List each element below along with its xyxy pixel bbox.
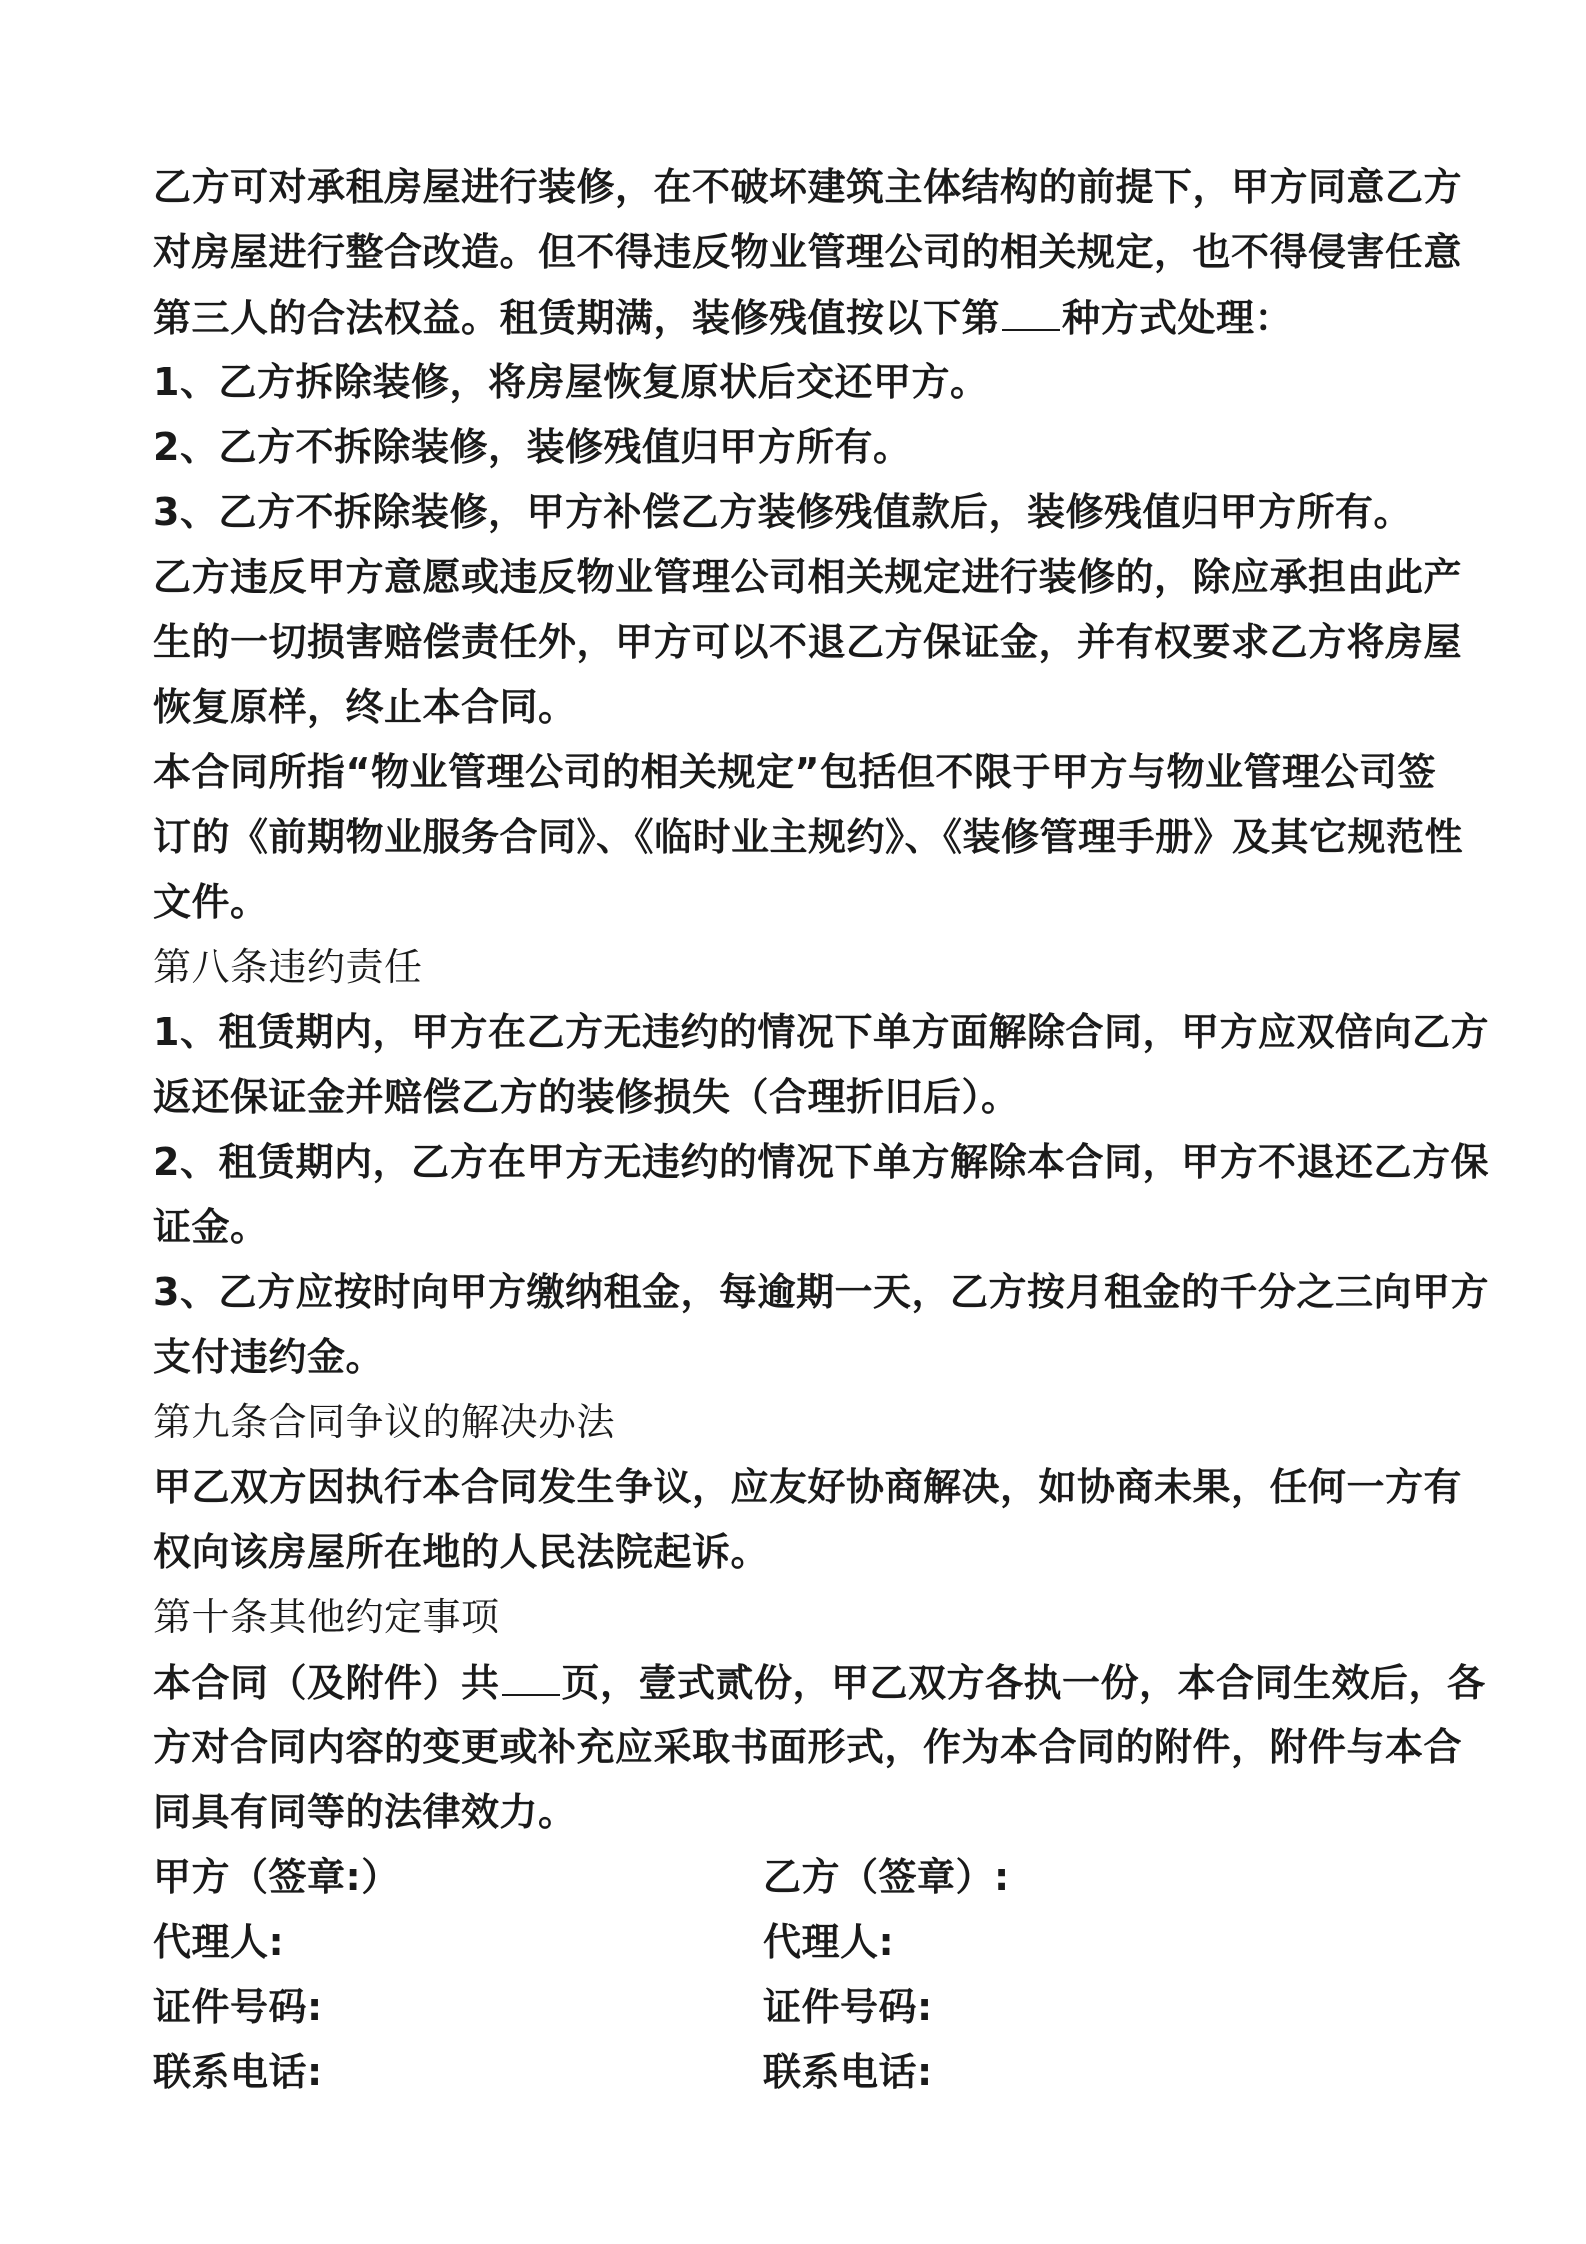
- article-10-text-3: 同具有同等的法律效力。: [153, 1790, 577, 1834]
- violation-line-1: 乙方违反甲方意愿或违反物业管理公司相关规定进行装修的，除应承担由此产: [153, 555, 1463, 599]
- article-8-title: 第八条违约责任: [153, 945, 423, 989]
- article-8-item-3b: 支付违约金。: [153, 1335, 385, 1379]
- rules-line-2: 订的《前期物业服务合同》、《临时业主规约》、《装修管理手册》及其它规范性: [153, 815, 1464, 859]
- party-b-id-number[interactable]: 证件号码:: [763, 1985, 933, 2029]
- violation-line-3: 恢复原样，终止本合同。: [153, 685, 577, 729]
- party-a-seal[interactable]: 甲方（签章:）: [153, 1855, 400, 1899]
- renovation-option-1: 1、乙方拆除装修，将房屋恢复原状后交还甲方。: [153, 360, 989, 404]
- article-10-title: 第十条其他约定事项: [153, 1595, 500, 1639]
- article-9-title: 第九条合同争议的解决办法: [153, 1400, 616, 1444]
- article-10-text-2: 方对合同内容的变更或补充应采取书面形式，作为本合同的附件，附件与本合: [153, 1725, 1463, 1769]
- violation-line-2: 生的一切损害赔偿责任外，甲方可以不退乙方保证金，并有权要求乙方将房屋: [153, 620, 1463, 664]
- article-10-text-1: [153, 1650, 1486, 1715]
- article-9-text-1: 甲乙双方因执行本合同发生争议，应友好协商解决，如协商未果，任何一方有: [153, 1465, 1463, 1509]
- rules-line-3: 文件。: [153, 880, 269, 924]
- party-b-seal[interactable]: 乙方（签章）:: [763, 1855, 1010, 1899]
- signature-row-agent: [153, 1910, 1453, 1975]
- article-8-item-2b: 证金。: [153, 1205, 269, 1249]
- party-b-phone[interactable]: 联系电话:: [763, 2050, 933, 2094]
- renovation-line-1: 乙方可对承租房屋进行装修，在不破坏建筑主体结构的前提下，甲方同意乙方: [153, 165, 1463, 209]
- contract-page: [153, 155, 1489, 2105]
- signature-row-id: [153, 1975, 1453, 2040]
- renovation-line-3-end: 种方式处理：: [1062, 296, 1294, 340]
- party-a-phone[interactable]: 联系电话:: [153, 2050, 323, 2094]
- article-8-item-1a: 1、租赁期内，甲方在乙方无违约的情况下单方面解除合同，甲方应双倍向乙方: [153, 1010, 1489, 1054]
- signature-row-seal: [153, 1845, 1453, 1910]
- party-a-id-number[interactable]: 证件号码:: [153, 1985, 323, 2029]
- article-10-text-1-start: 本合同（及附件）共: [153, 1661, 500, 1705]
- article-8-item-2a: 2、租赁期内，乙方在甲方无违约的情况下单方解除本合同，甲方不退还乙方保: [153, 1140, 1489, 1184]
- renovation-line-3: [153, 285, 1453, 350]
- party-a-agent[interactable]: 代理人:: [153, 1920, 285, 1964]
- article-8-item-1b: 返还保证金并赔偿乙方的装修损失（合理折旧后）。: [153, 1075, 1020, 1119]
- renovation-line-3-start: 第三人的合法权益。租赁期满，装修残值按以下第: [153, 296, 1001, 340]
- rules-line-1: 本合同所指“物业管理公司的相关规定”包括但不限于甲方与物业管理公司签: [153, 750, 1436, 794]
- method-choice-blank[interactable]: [1002, 285, 1060, 331]
- renovation-option-2: 2、乙方不拆除装修，装修残值归甲方所有。: [153, 425, 912, 469]
- party-b-agent[interactable]: 代理人:: [763, 1920, 895, 1964]
- renovation-option-3: 3、乙方不拆除装修，甲方补偿乙方装修残值款后，装修残值归甲方所有。: [153, 490, 1412, 534]
- article-9-text-2: 权向该房屋所在地的人民法院起诉。: [153, 1530, 770, 1574]
- page-count-blank[interactable]: [502, 1650, 560, 1696]
- renovation-line-2: 对房屋进行整合改造。但不得违反物业管理公司的相关规定，也不得侵害任意: [153, 230, 1463, 274]
- signature-row-phone: [153, 2040, 1453, 2105]
- article-8-item-3a: 3、乙方应按时向甲方缴纳租金，每逾期一天，乙方按月租金的千分之三向甲方: [153, 1270, 1489, 1314]
- article-10-text-1-end: 页，壹式贰份，甲乙双方各执一份，本合同生效后，各: [561, 1661, 1486, 1705]
